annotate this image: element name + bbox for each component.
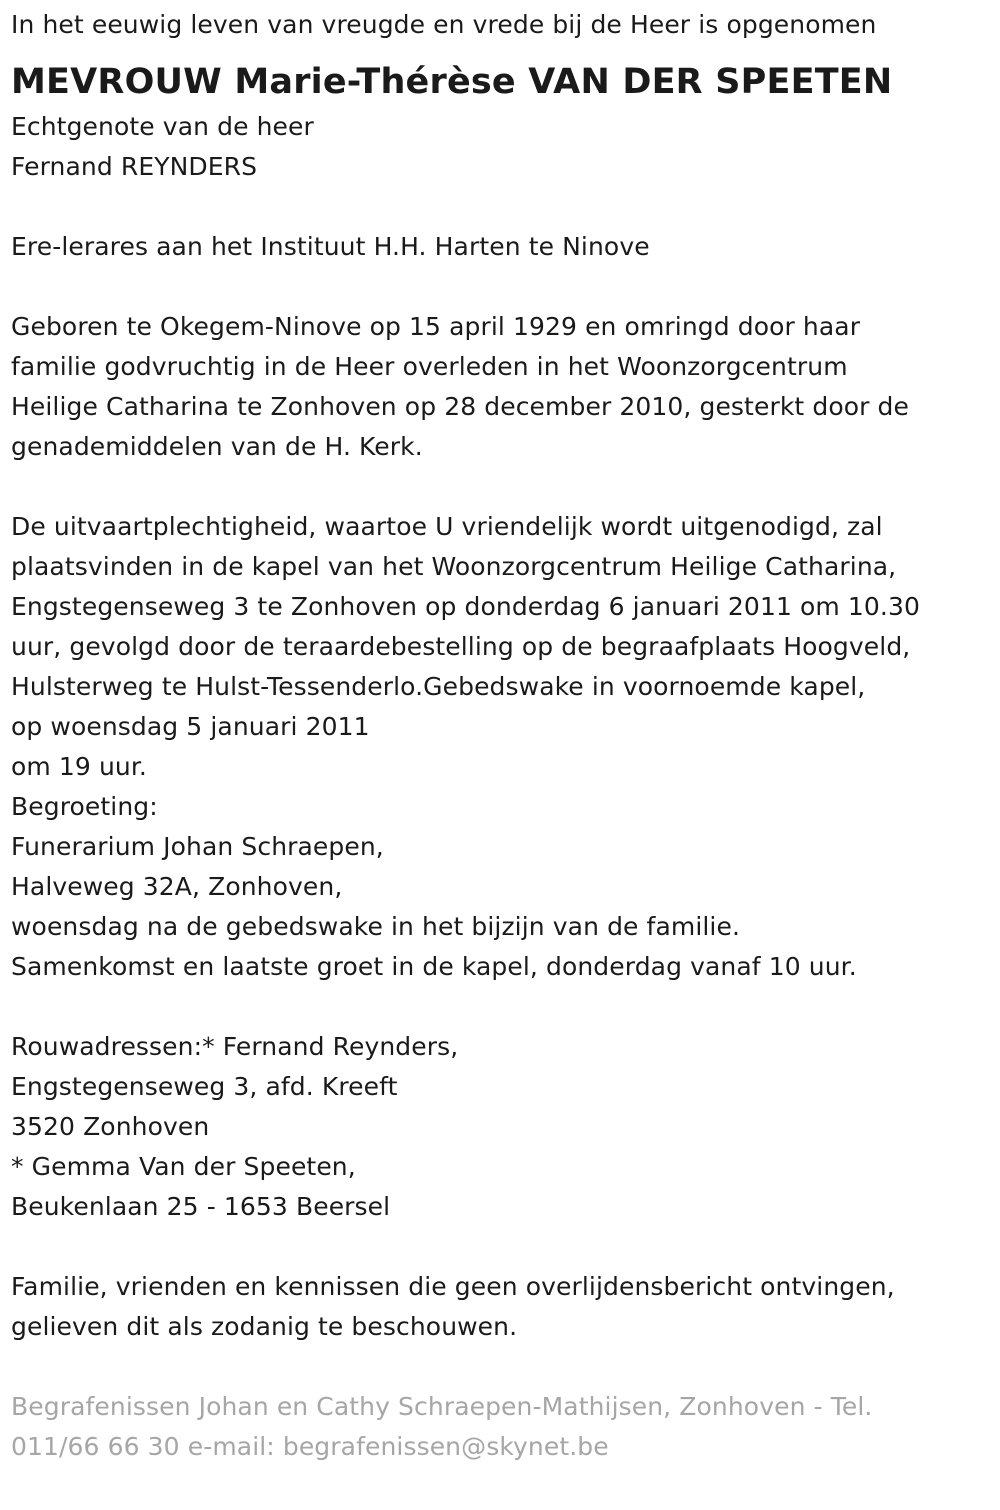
paragraph-line: Engstegenseweg 3 te Zonhoven op donderdag 6 januari 2011 om 10.30 (11, 592, 920, 621)
spacer (11, 1227, 991, 1267)
spacer (11, 987, 991, 1027)
occupation-text: Ere-lerares aan het Instituut H.H. Harten te Ninove (11, 232, 650, 261)
paragraph-line: Funerarium Johan Schraepen, (11, 832, 384, 861)
paragraph-line: De uitvaartplechtigheid, waartoe U vriendelijk wordt uitgenodigd, zal (11, 512, 883, 541)
paragraph-line: Geboren te Okegem-Ninove op 15 april 1929 en omringd door haar (11, 312, 861, 341)
spacer (11, 1347, 991, 1387)
paragraph-line: Heilige Catharina te Zonhoven op 28 december 2010, gesterkt door de (11, 392, 909, 421)
address-line: Rouwadressen:* Fernand Reynders, (11, 1032, 459, 1061)
footer-line: 011/66 66 30 e-mail: begrafenissen@skynet.be (11, 1432, 609, 1461)
spouse-block (11, 107, 991, 187)
paragraph-line: uur, gevolgd door de teraardebestelling op de begraafplaats Hoogveld, (11, 632, 911, 661)
ceremony-paragraph (11, 507, 991, 987)
spacer (11, 467, 991, 507)
address-line: 3520 Zonhoven (11, 1112, 210, 1141)
intro-text: In het eeuwig leven van vreugde en vrede bij de Heer is opgenomen (11, 10, 877, 39)
paragraph-line: Samenkomst en laatste groet in de kapel, donderdag vanaf 10 uur. (11, 952, 857, 981)
paragraph-line: familie godvruchtig in de Heer overleden in het Woonzorgcentrum (11, 352, 848, 381)
paragraph-line: plaatsvinden in de kapel van het Woonzorgcentrum Heilige Catharina, (11, 552, 897, 581)
paragraph-line: op woensdag 5 januari 2011 (11, 712, 370, 741)
paragraph-line: Hulsterweg te Hulst-Tessenderlo.Gebedswake in voornoemde kapel, (11, 672, 866, 701)
paragraph-line: Halveweg 32A, Zonhoven, (11, 872, 343, 901)
spacer (11, 267, 991, 307)
spouse-line: Echtgenote van de heer (11, 112, 314, 141)
address-line: Beukenlaan 25 - 1653 Beersel (11, 1192, 391, 1221)
footer-line: Begrafenissen Johan en Cathy Schraepen-Mathijsen, Zonhoven - Tel. (11, 1392, 873, 1421)
paragraph-line: om 19 uur. (11, 752, 147, 781)
paragraph-line: woensdag na de gebedswake in het bijzijn van de familie. (11, 912, 741, 941)
obituary-notice (11, 0, 991, 1467)
notice-paragraph (11, 1267, 991, 1347)
birth-death-paragraph (11, 307, 991, 467)
deceased-name: MEVROUW Marie-Thérèse VAN DER SPEETEN (11, 62, 893, 102)
spouse-line: Fernand REYNDERS (11, 152, 258, 181)
paragraph-line: genademiddelen van de H. Kerk. (11, 432, 423, 461)
paragraph-line: Begroeting: (11, 792, 158, 821)
funeral-home-footer (11, 1387, 991, 1467)
address-line: Engstegenseweg 3, afd. Kreeft (11, 1072, 398, 1101)
mourning-addresses (11, 1027, 991, 1227)
spacer (11, 187, 991, 227)
paragraph-line: Familie, vrienden en kennissen die geen overlijdensbericht ontvingen, (11, 1272, 895, 1301)
address-line: * Gemma Van der Speeten, (11, 1152, 356, 1181)
paragraph-line: gelieven dit als zodanig te beschouwen. (11, 1312, 518, 1341)
